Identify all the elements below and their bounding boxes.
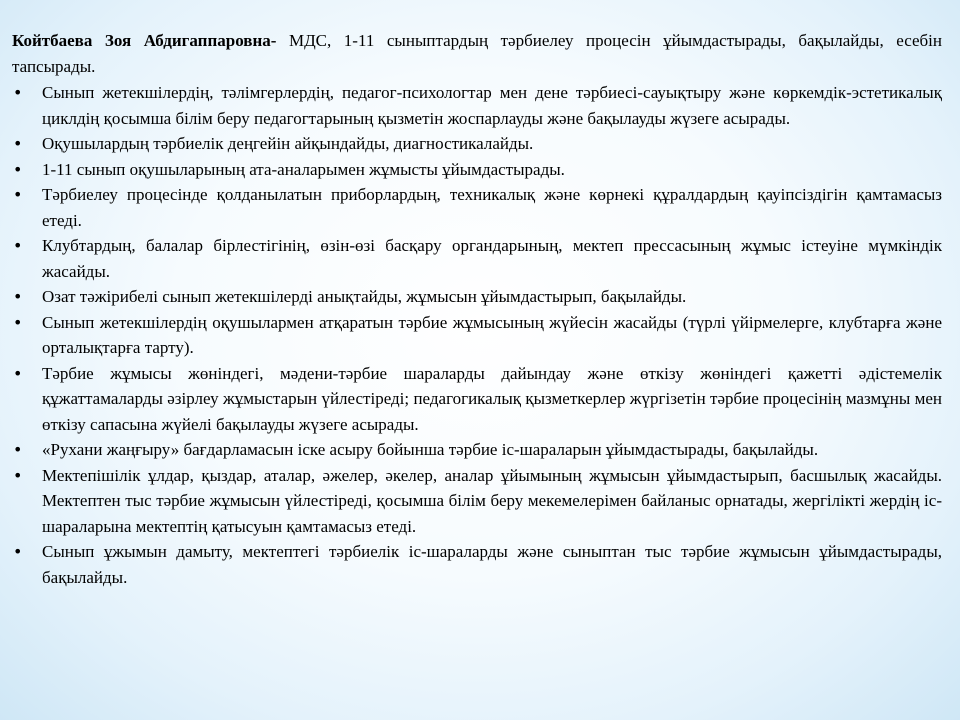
list-item-text: 1-11 сынып оқушыларының ата-аналарымен жұмысты ұйымдастырады. [42,159,565,179]
list-item [12,463,942,540]
list-item-text: Тәрбиелеу процесінде қолданылатын приборлардың, техникалық және көрнекі құралдардың қауіпсіздігін қамтамасыз етеді. [42,185,942,230]
bullet-icon: • [13,236,23,255]
bullet-icon: • [13,363,23,383]
bullet-icon: • [13,542,23,561]
list-item [12,539,942,590]
list-item [12,182,942,233]
list-item-text: Сынып жетекшілердің, тәлімгерлердің, педагог-психологтар мен дене тәрбиесі-сауықтыру және көркемдік-эстетикалық циклдің қосымша білім беру педагогтарының қызметін жоспарлауды және бақылауды жүзеге асырады. [42,83,942,128]
bullet-icon: • [13,134,23,153]
intro-paragraph [12,28,942,79]
list-item [12,80,942,131]
list-item-text: Оқушылардың тәрбиелік деңгейін айқындайды, диагностикалайды. [42,134,534,153]
person-name: Койтбаева Зоя Абдигаппаровна- [12,31,277,50]
duties-list [12,80,942,590]
bullet-icon: • [13,440,23,459]
list-item [12,131,942,157]
list-item [12,437,942,463]
list-item [12,233,942,284]
list-item [12,361,942,438]
list-item [12,310,942,361]
list-item-text: «Рухани жаңғыру» бағдарламасын іске асыру бойынша тәрбие іс-шараларын ұйымдастырады, бақылайды. [42,440,819,459]
list-item-text: Мектепішілік ұлдар, қыздар, аталар, әжелер, әкелер, аналар ұйымының жұмысын ұйымдастырып, басшылық жасайды. Мектептен тыс тәрбие жұмысын үйлестіреді, қосымша білім беру мекемелерімен байланыс орнатады, жергілікті жердің іс-шараларына мектептің қатысуын қамтамасыз етеді. [42,465,942,536]
list-item-text: Озат тәжірибелі сынып жетекшілерді анықтайды, жұмысын ұйымдастырып, бақылайды. [42,287,687,306]
bullet-icon: • [13,287,23,306]
bullet-icon: • [13,312,23,332]
slide-content [12,28,942,590]
list-item [12,284,942,310]
list-item [12,157,942,183]
bullet-icon: • [13,83,23,102]
list-item-text: Тәрбие жұмысы жөніндегі, мәдени-тәрбие шараларды дайындау және өткізу жөніндегі қажетті әдістемелік құжаттамаларды әзірлеу жұмыстарын үйлестіреді; педагогикалық қызметкерлер жүргізетін тәрбие процесінің мазмұны мен өткізу сапасына жүйелі бақылауды жүзеге асырады. [42,363,942,434]
list-item-text: Клубтардың, балалар бірлестігінің, өзін-өзі басқару органдарының, мектеп прессасының жұмыс істеуіне мүмкіндік жасайды. [42,236,942,281]
bullet-icon: • [13,159,23,179]
bullet-icon: • [13,185,23,204]
bullet-icon: • [13,465,23,485]
intro-text: МДС, 1-11 сыныптардың тәрбиелеу процесін ұйымдастырады, бақылайды, есебін тапсырады. [12,31,942,76]
list-item-text: Сынып ұжымын дамыту, мектептегі тәрбиелік іс-шараларды және сыныптан тыс тәрбие жұмысын ұйымдастырады, бақылайды. [42,542,942,587]
list-item-text: Сынып жетекшілердің оқушылармен атқаратын тәрбие жұмысының жүйесін жасайды (түрлі үйірмелерге, клубтарға және орталықтарға тарту). [42,312,942,357]
